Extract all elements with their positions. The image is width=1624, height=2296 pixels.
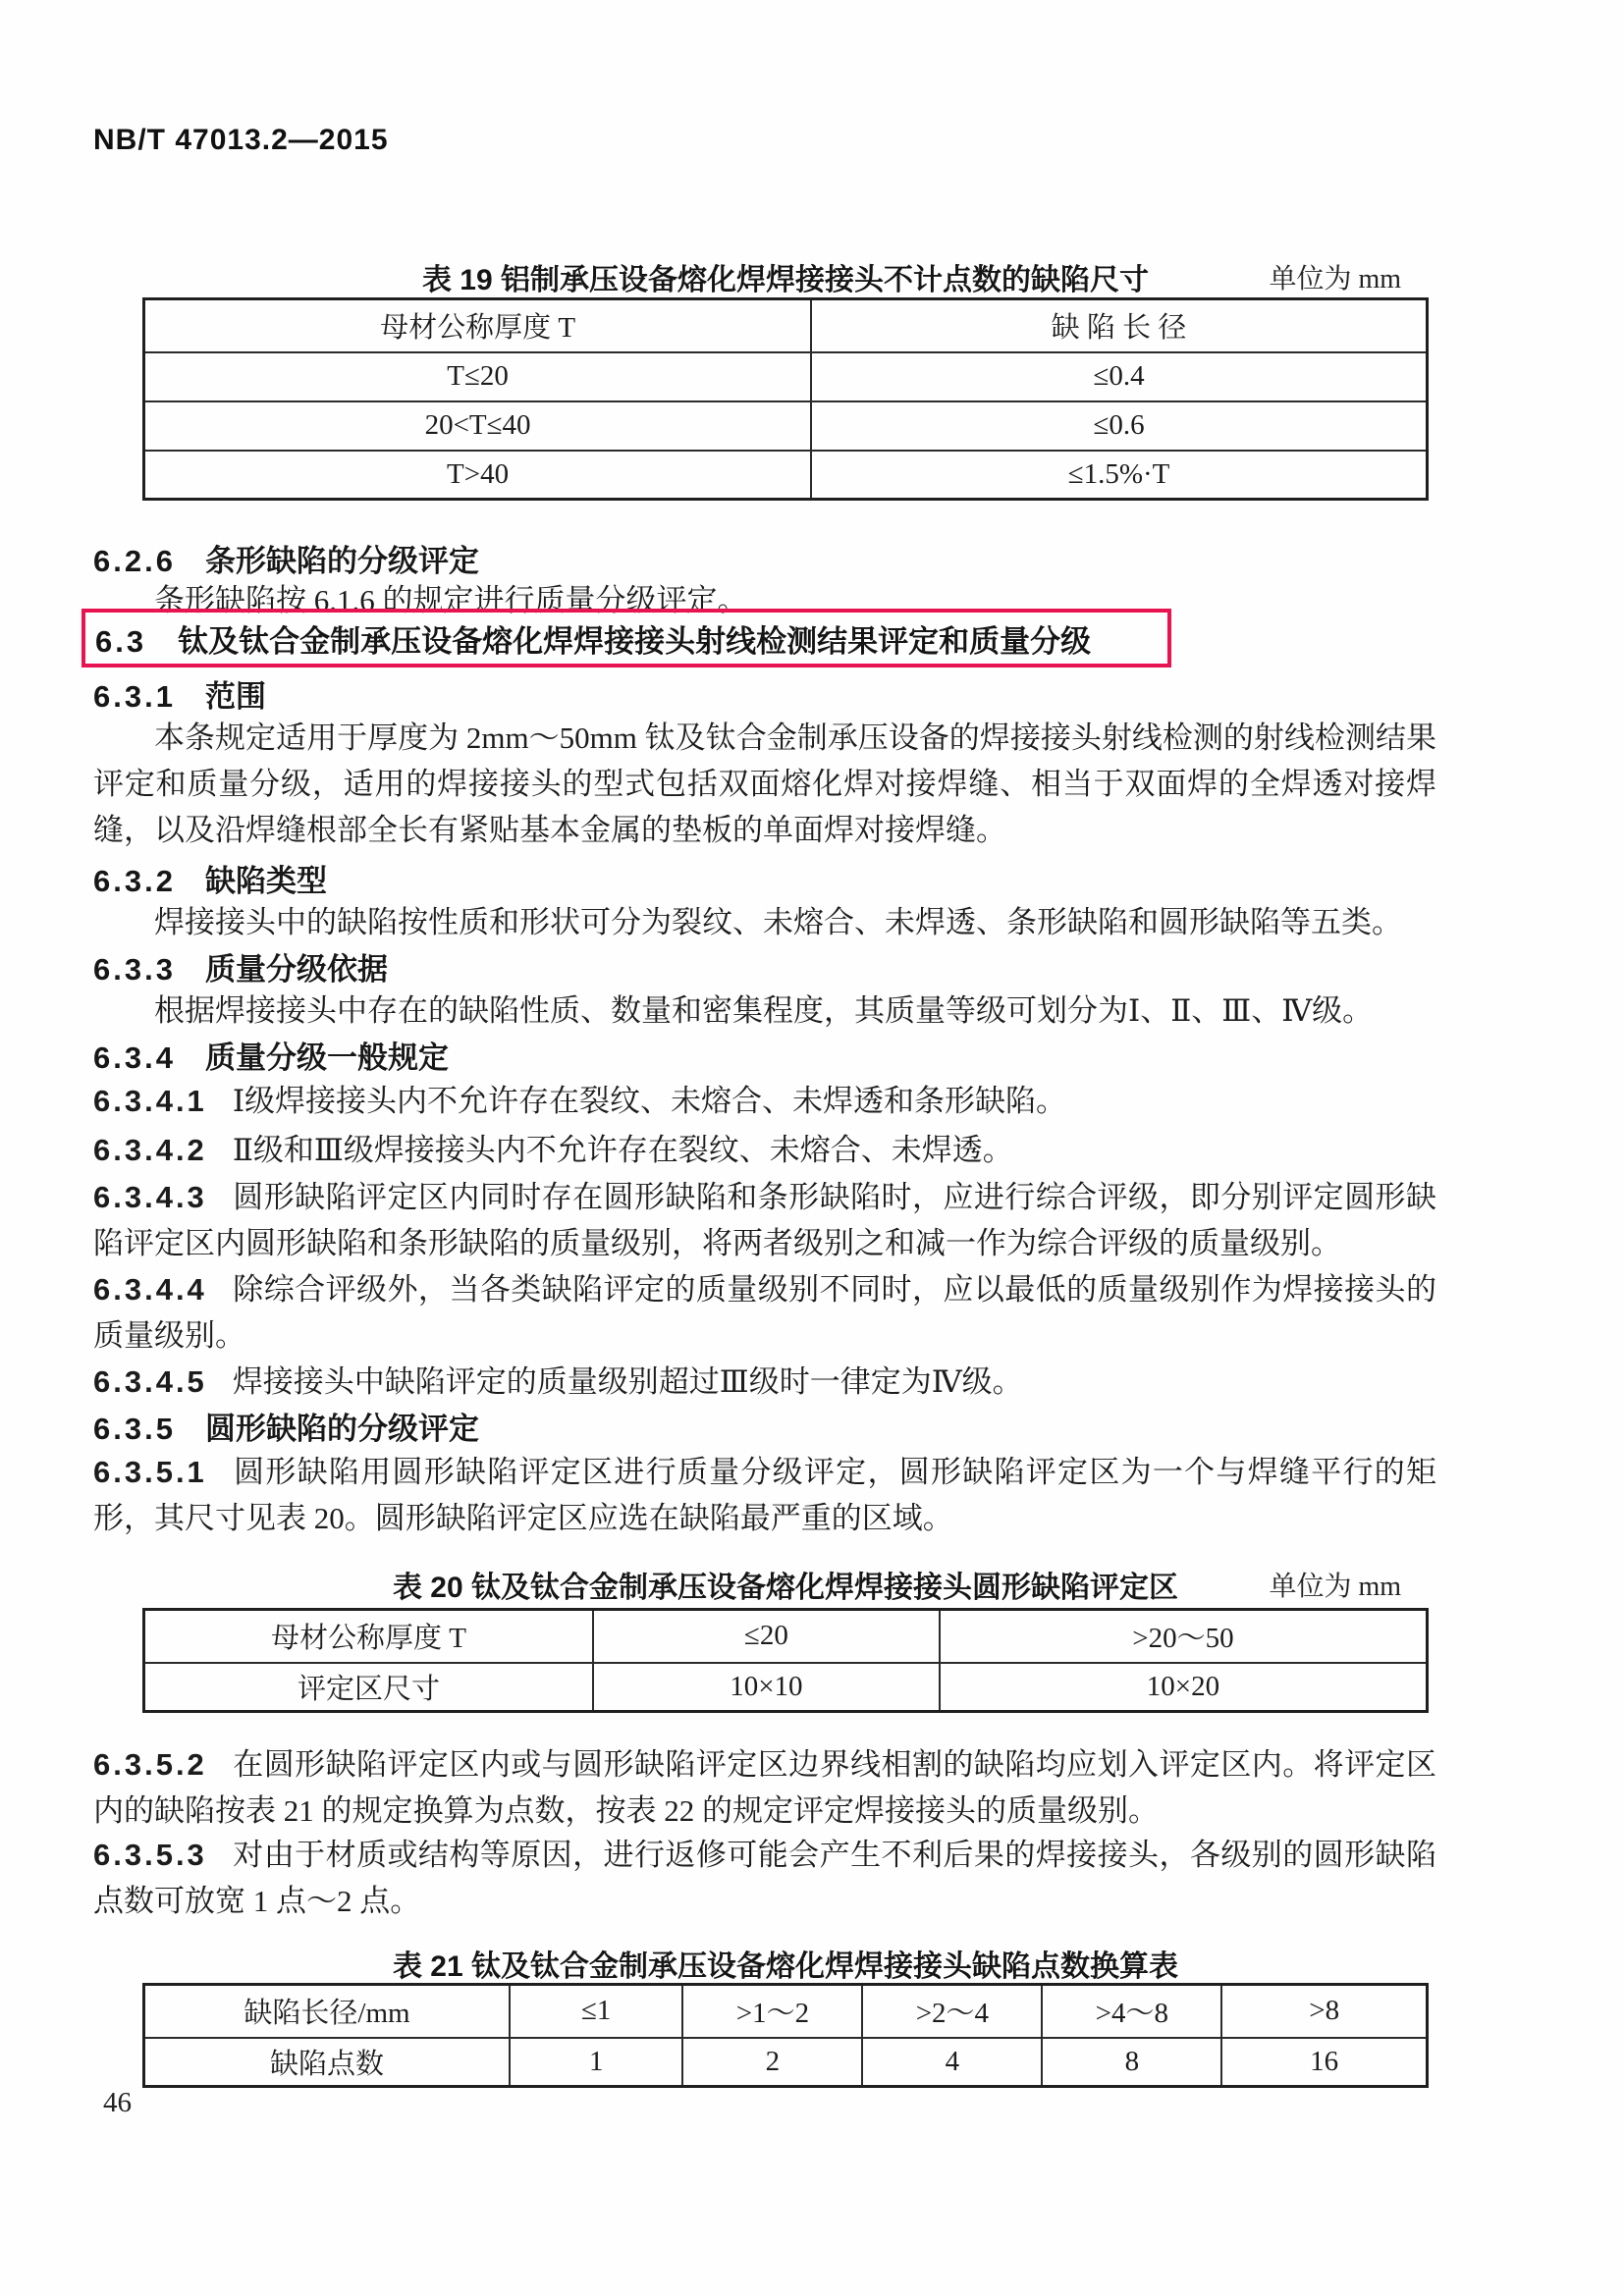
table-cell: 20<T≤40 bbox=[144, 401, 812, 451]
table-cell: 缺陷点数 bbox=[144, 2038, 511, 2087]
table-cell: >1～2 bbox=[682, 1985, 862, 2038]
table-19 bbox=[142, 297, 1429, 501]
table-19-header-cell: 缺 陷 长 径 bbox=[811, 299, 1427, 352]
clause-6-3-5-2 bbox=[93, 1741, 1436, 1834]
table-20-header-row bbox=[144, 1610, 1428, 1663]
table-row bbox=[144, 1663, 1428, 1712]
table-cell: 16 bbox=[1221, 2038, 1427, 2087]
table-21-title: 表 21 钛及钛合金制承压设备熔化焊焊接接头缺陷点数换算表 bbox=[392, 1950, 1179, 1983]
table-row bbox=[144, 2038, 1428, 2087]
clause-6-3-4-2 bbox=[93, 1127, 1436, 1173]
clause-number: 6.3.5.2 bbox=[93, 1747, 207, 1782]
table-cell: >20～50 bbox=[940, 1610, 1428, 1663]
clause-6-3-4-3 bbox=[93, 1174, 1436, 1266]
section-heading-6-3-5 bbox=[93, 1404, 1436, 1448]
table-19-header-cell: 母材公称厚度 T bbox=[144, 299, 812, 352]
clause-number: 6.3.3 bbox=[93, 952, 176, 987]
table-cell: ≤20 bbox=[593, 1610, 940, 1663]
clause-number: 6.3.5.1 bbox=[93, 1455, 207, 1489]
table-19-caption bbox=[142, 255, 1429, 298]
clause-title: 质量分级一般规定 bbox=[204, 1041, 449, 1075]
table-20-unit-label: 单位为 mm bbox=[1269, 1572, 1401, 1602]
clause-text: Ⅱ级和Ⅲ级焊接接头内不允许存在裂纹、未熔合、未焊透。 bbox=[232, 1133, 1013, 1167]
clause-title: 质量分级依据 bbox=[204, 952, 388, 987]
table-21-header-row bbox=[144, 1985, 1428, 2038]
clause-6-3-4-1 bbox=[93, 1078, 1436, 1124]
table-cell: 10×10 bbox=[593, 1663, 940, 1712]
table-cell: T≤20 bbox=[144, 352, 812, 401]
table-cell: 4 bbox=[862, 2038, 1042, 2087]
section-heading-6-3 bbox=[85, 616, 1091, 661]
table-20 bbox=[142, 1608, 1429, 1713]
table-20-caption bbox=[142, 1563, 1429, 1606]
clause-title: 范围 bbox=[204, 679, 266, 714]
table-19-unit-label: 单位为 mm bbox=[1269, 264, 1401, 294]
table-cell: 8 bbox=[1042, 2038, 1221, 2087]
clause-number: 6.3.1 bbox=[93, 679, 176, 714]
table-cell: 2 bbox=[682, 2038, 862, 2087]
highlight-box bbox=[81, 609, 1171, 667]
clause-number: 6.3.2 bbox=[93, 864, 176, 898]
section-heading-6-3-2 bbox=[93, 856, 1436, 900]
clause-text: 对由于材质或结构等原因，进行返修可能会产生不利后果的焊接接头，各级别的圆形缺陷点数可放宽 1 点～2 点。 bbox=[93, 1838, 1436, 1918]
table-row bbox=[144, 451, 1428, 500]
clause-6-3-5-1 bbox=[93, 1449, 1436, 1541]
table-cell: 母材公称厚度 T bbox=[144, 1610, 593, 1663]
paragraph-6-3-3: 根据焊接接头中存在的缺陷性质、数量和密集程度，其质量等级可划分为Ⅰ、Ⅱ、Ⅲ、Ⅳ级。 bbox=[154, 993, 1374, 1028]
table-cell: T>40 bbox=[144, 451, 812, 500]
clause-text: 除综合评级外，当各类缺陷评定的质量级别不同时，应以最低的质量级别作为焊接接头的质量级别。 bbox=[93, 1272, 1436, 1353]
page-number: 46 bbox=[103, 2087, 132, 2118]
clause-number: 6.2.6 bbox=[93, 544, 176, 578]
clause-number: 6.3.4.3 bbox=[93, 1180, 207, 1214]
table-row bbox=[144, 352, 1428, 401]
clause-title: 圆形缺陷的分级评定 bbox=[204, 1412, 479, 1446]
table-19-header-row bbox=[144, 299, 1428, 352]
clause-number: 6.3.4.4 bbox=[93, 1272, 207, 1307]
table-cell: ≤1 bbox=[510, 1985, 682, 2038]
clause-number: 6.3.5 bbox=[93, 1412, 176, 1446]
table-cell: >8 bbox=[1221, 1985, 1427, 2038]
paragraph-6-3-1: 本条规定适用于厚度为 2mm～50mm 钛及钛合金制承压设备的焊接接头射线检测的射线检测结果评定和质量分级，适用的焊接接头的型式包括双面熔化焊对接焊缝、相当于双面焊的全焊透对接焊缝，以及沿焊缝根部全长有紧贴基本金属的垫板的单面焊对接焊缝。 bbox=[93, 721, 1436, 847]
table-cell: 评定区尺寸 bbox=[144, 1663, 593, 1712]
table-cell: 缺陷长径/mm bbox=[144, 1985, 511, 2038]
clause-text: 圆形缺陷用圆形缺陷评定区进行质量分级评定，圆形缺陷评定区为一个与焊缝平行的矩形，其尺寸见表 20。圆形缺陷评定区应选在缺陷最严重的区域。 bbox=[93, 1455, 1436, 1535]
table-19-title: 表 19 铝制承压设备熔化焊焊接接头不计点数的缺陷尺寸 bbox=[421, 264, 1150, 296]
table-cell: >4～8 bbox=[1042, 1985, 1221, 2038]
clause-title: 条形缺陷的分级评定 bbox=[204, 544, 479, 578]
table-cell: ≤0.6 bbox=[811, 401, 1427, 451]
clause-number: 6.3.4.5 bbox=[93, 1364, 207, 1399]
section-heading-6-2-6 bbox=[93, 536, 1436, 580]
clause-text: 圆形缺陷评定区内同时存在圆形缺陷和条形缺陷时，应进行综合评级，即分别评定圆形缺陷评定区内圆形缺陷和条形缺陷的质量级别，将两者级别之和减一作为综合评级的质量级别。 bbox=[93, 1180, 1436, 1260]
clause-number: 6.3.4.2 bbox=[93, 1133, 207, 1167]
clause-6-3-4-4 bbox=[93, 1266, 1436, 1359]
table-20-title: 表 20 钛及钛合金制承压设备熔化焊焊接接头圆形缺陷评定区 bbox=[392, 1572, 1179, 1604]
standard-number-header: NB/T 47013.2—2015 bbox=[93, 124, 389, 156]
table-21-caption bbox=[142, 1942, 1429, 1985]
table-cell: 10×20 bbox=[940, 1663, 1428, 1712]
table-21 bbox=[142, 1983, 1429, 2088]
paragraph-6-3-2: 焊接接头中的缺陷按性质和形状可分为裂纹、未熔合、未焊透、条形缺陷和圆形缺陷等五类。 bbox=[154, 905, 1402, 939]
table-cell: >2～4 bbox=[862, 1985, 1042, 2038]
table-cell: ≤1.5%·T bbox=[811, 451, 1427, 500]
clause-text: Ⅰ级焊接接头内不允许存在裂纹、未熔合、未焊透和条形缺陷。 bbox=[232, 1084, 1067, 1118]
table-row bbox=[144, 401, 1428, 451]
clause-number: 6.3 bbox=[95, 623, 147, 659]
clause-text: 在圆形缺陷评定区内或与圆形缺陷评定区边界线相割的缺陷均应划入评定区内。将评定区内的缺陷按表 21 的规定换算为点数，按表 22 的规定评定焊接接头的质量级别。 bbox=[93, 1747, 1436, 1828]
section-heading-6-3-3 bbox=[93, 944, 1436, 988]
clause-6-3-5-3 bbox=[93, 1832, 1436, 1924]
paragraph-6-2-6: 条形缺陷按 6.1.6 的规定进行质量分级评定。 bbox=[154, 583, 748, 617]
section-heading-6-3-4 bbox=[93, 1033, 1436, 1077]
clause-number: 6.3.4.1 bbox=[93, 1084, 207, 1118]
clause-title: 缺陷类型 bbox=[204, 864, 327, 898]
clause-number: 6.3.4 bbox=[93, 1041, 176, 1075]
clause-title: 钛及钛合金制承压设备熔化焊焊接接头射线检测结果评定和质量分级 bbox=[178, 623, 1092, 659]
table-cell: ≤0.4 bbox=[811, 352, 1427, 401]
table-cell: 1 bbox=[510, 2038, 682, 2087]
clause-number: 6.3.5.3 bbox=[93, 1838, 207, 1872]
clause-6-3-4-5 bbox=[93, 1359, 1436, 1405]
clause-text: 焊接接头中缺陷评定的质量级别超过Ⅲ级时一律定为Ⅳ级。 bbox=[232, 1364, 1023, 1399]
section-heading-6-3-1 bbox=[93, 671, 1436, 716]
